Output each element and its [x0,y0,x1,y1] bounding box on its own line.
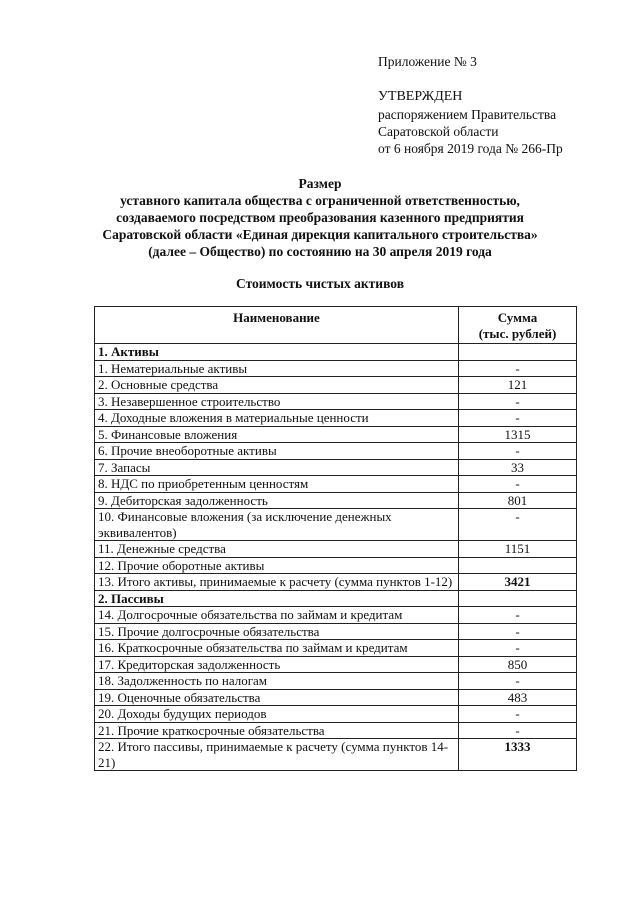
row-label: 19. Оценочные обязательства [95,689,459,706]
row-value: 3421 [459,574,577,591]
section-row [95,344,577,361]
title-line: уставного капитала общества с ограниченной ответственностью, [120,193,520,208]
title-line: Размер [298,176,342,191]
column-header-name: Наименование [95,307,459,344]
table-row [95,673,577,690]
title-line: (далее – Общество) по состоянию на 30 апреля 2019 года [148,244,492,259]
row-value [459,344,577,361]
appendix-label: Приложение № 3 [378,54,477,69]
row-label: 5. Финансовые вложения [95,426,459,443]
column-header-sum-line: Сумма [497,310,538,325]
row-value: 850 [459,656,577,673]
approval-block [378,88,563,157]
table-row [95,410,577,427]
row-label: 17. Кредиторская задолженность [95,656,459,673]
row-value: 483 [459,689,577,706]
approved-title: УТВЕРЖДЕН [378,89,463,104]
row-value: - [459,476,577,493]
approved-line: распоряжением Правительства [378,107,557,122]
table-row [95,689,577,706]
row-label: 15. Прочие долгосрочные обязательства [95,623,459,640]
table-body [95,344,577,771]
row-label: 1. Нематериальные активы [95,360,459,377]
row-value: - [459,623,577,640]
row-value: 121 [459,377,577,394]
row-label: 14. Долгосрочные обязательства по займам и кредитам [95,607,459,624]
table-header-row [95,307,577,344]
row-value: - [459,393,577,410]
row-value: 1333 [459,739,577,771]
table-row [95,706,577,723]
row-label: 2. Основные средства [95,377,459,394]
row-value: 1151 [459,541,577,558]
row-value: - [459,607,577,624]
table-row [95,509,577,541]
row-label: 7. Запасы [95,459,459,476]
column-header-sum-line: (тыс. рублей) [478,325,557,341]
title-line: создаваемого посредством преобразования казенного предприятия [116,210,524,225]
table-subtitle: Стоимость чистых активов [236,276,404,291]
row-label: 2. Пассивы [95,590,459,607]
row-value: - [459,443,577,460]
row-label: 9. Дебиторская задолженность [95,492,459,509]
table-row [95,443,577,460]
table-row [95,722,577,739]
row-value: - [459,410,577,427]
row-value: - [459,509,577,541]
row-label: 6. Прочие внеоборотные активы [95,443,459,460]
table-row [95,656,577,673]
row-label: 22. Итого пассивы, принимаемые к расчету (сумма пунктов 14-21) [95,739,459,771]
row-label: 21. Прочие краткосрочные обязательства [95,722,459,739]
table-row [95,459,577,476]
table-row [95,426,577,443]
table-row [95,492,577,509]
approved-line: Саратовской области [378,124,499,139]
approved-line: от 6 ноября 2019 года № 266-Пр [378,141,563,156]
section-row [95,590,577,607]
row-value [459,557,577,574]
table-row [95,377,577,394]
row-label: 11. Денежные средства [95,541,459,558]
title-line: Саратовской области «Единая дирекция капитального строительства» [102,227,538,242]
row-value: - [459,673,577,690]
row-label: 3. Незавершенное строительство [95,393,459,410]
row-value: 801 [459,492,577,509]
row-label: 4. Доходные вложения в материальные ценности [95,410,459,427]
table-row [95,607,577,624]
table-row [95,476,577,493]
table-row [95,393,577,410]
row-value: - [459,722,577,739]
document-title [0,175,640,260]
row-value [459,590,577,607]
table-row [95,360,577,377]
row-label: 10. Финансовые вложения (за исключение денежных эквивалентов) [95,509,459,541]
table-row [95,623,577,640]
row-value: 1315 [459,426,577,443]
table-row [95,640,577,657]
row-label: 20. Доходы будущих периодов [95,706,459,723]
table-row [95,557,577,574]
net-assets-table [94,306,577,771]
row-label: 8. НДС по приобретенным ценностям [95,476,459,493]
row-label: 18. Задолженность по налогам [95,673,459,690]
row-label: 16. Краткосрочные обязательства по займам и кредитам [95,640,459,657]
row-value: 33 [459,459,577,476]
row-label: 12. Прочие оборотные активы [95,557,459,574]
column-header-sum [459,307,577,344]
table-row [95,541,577,558]
row-label: 1. Активы [95,344,459,361]
row-value: - [459,360,577,377]
row-value: - [459,706,577,723]
row-label: 13. Итого активы, принимаемые к расчету (сумма пунктов 1-12) [95,574,459,591]
table-row [95,574,577,591]
row-value: - [459,640,577,657]
table-row [95,739,577,771]
